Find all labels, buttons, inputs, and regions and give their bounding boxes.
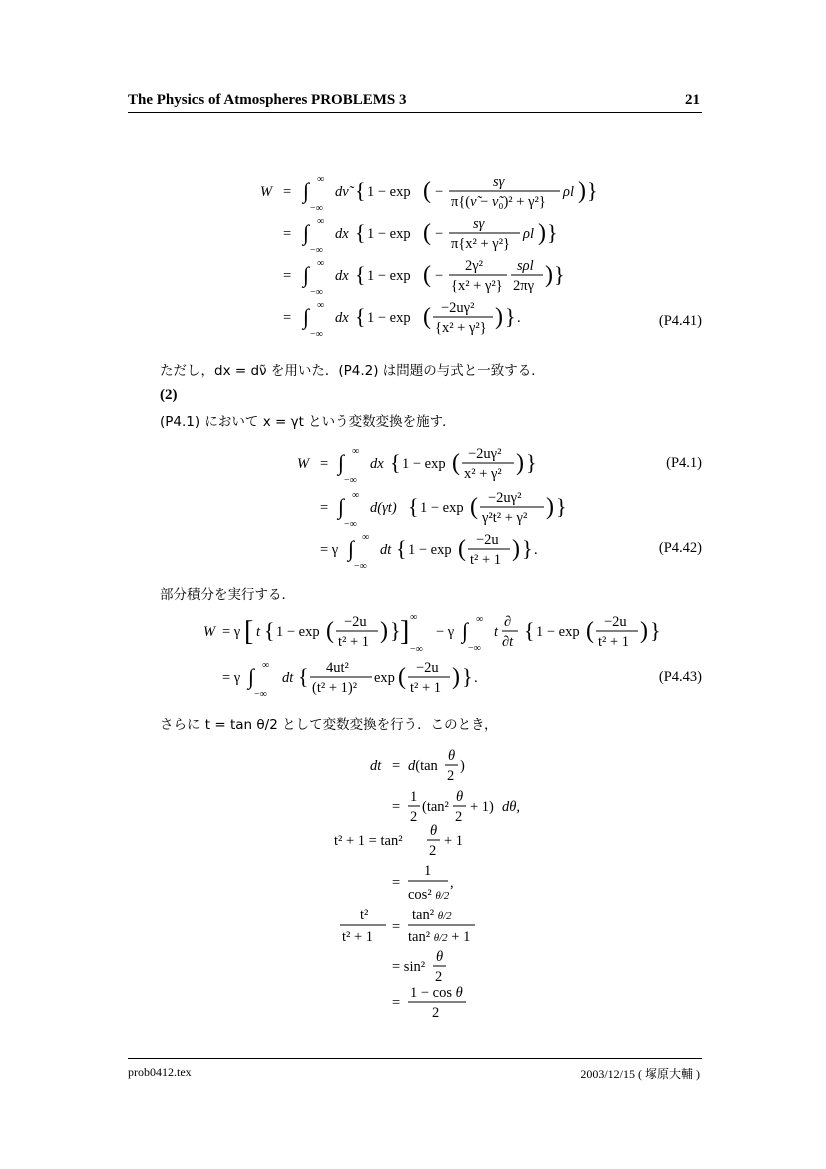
- svg-text:}: }: [522, 536, 533, 561]
- svg-text:x² + γ²: x² + γ²: [464, 466, 502, 482]
- svg-text:=: =: [392, 758, 401, 774]
- svg-text:1 − exp: 1 − exp: [367, 226, 411, 242]
- svg-text:.: .: [474, 670, 478, 686]
- svg-text:∞: ∞: [262, 660, 270, 671]
- svg-text:dx: dx: [335, 310, 349, 326]
- svg-text:−: −: [435, 226, 444, 242]
- svg-text:(: (: [586, 618, 594, 644]
- svg-text:1: 1: [424, 863, 432, 879]
- svg-text:2: 2: [447, 768, 455, 784]
- svg-text:2γ²: 2γ²: [465, 258, 484, 274]
- svg-text:−: −: [435, 184, 444, 200]
- svg-text:dt: dt: [380, 542, 392, 558]
- svg-text:−∞: −∞: [254, 689, 267, 700]
- svg-text:∫: ∫: [303, 178, 310, 203]
- svg-text:∫: ∫: [303, 262, 310, 287]
- svg-text:(: (: [458, 536, 466, 562]
- svg-text:=: =: [320, 500, 329, 516]
- svg-text:}: }: [390, 618, 401, 643]
- svg-text:): ): [640, 618, 648, 644]
- svg-text:1 − cos θ: 1 − cos θ: [410, 985, 463, 1001]
- equation-block-2: [292, 440, 582, 580]
- footer-filename: prob0412.tex: [128, 1065, 192, 1079]
- svg-text:−∞: −∞: [410, 644, 423, 655]
- svg-text:}: }: [505, 304, 516, 329]
- svg-text:= γ: = γ: [320, 542, 339, 558]
- svg-text:=: =: [283, 226, 292, 242]
- svg-text:W: W: [260, 184, 273, 200]
- svg-text:sγ: sγ: [493, 174, 505, 190]
- svg-text:t² + 1: t² + 1: [470, 552, 502, 568]
- svg-text:}: }: [554, 262, 565, 287]
- svg-text:1 − exp: 1 − exp: [367, 310, 411, 326]
- section-heading: (2): [160, 387, 178, 403]
- svg-text:): ): [452, 664, 460, 690]
- svg-text:∞: ∞: [410, 612, 418, 623]
- text-line-4: さらに t = tan θ/2 として変数変換を行う．このとき，: [160, 717, 498, 733]
- svg-text:d(γt): d(γt): [370, 500, 397, 516]
- equation-tag: (P4.43): [658, 669, 702, 685]
- svg-text:∞: ∞: [317, 216, 325, 227]
- svg-text:=: =: [283, 184, 292, 200]
- svg-text:): ): [460, 758, 465, 774]
- svg-text:θ: θ: [436, 949, 444, 965]
- svg-text:−2uγ²: −2uγ²: [468, 446, 502, 462]
- footer-date-author: 2003/12/15 ( 塚原大輔 ): [580, 1067, 700, 1081]
- svg-text:−2u: −2u: [344, 614, 367, 630]
- svg-text:,: ,: [450, 875, 454, 891]
- svg-text:(t² + 1)²: (t² + 1)²: [312, 680, 358, 696]
- svg-text:{: {: [355, 220, 366, 245]
- svg-text:{x² + γ²}: {x² + γ²}: [451, 278, 503, 294]
- svg-text:]: ]: [400, 616, 410, 647]
- svg-text:1 − exp: 1 − exp: [420, 500, 464, 516]
- svg-text:−2u: −2u: [416, 660, 439, 676]
- svg-text:W: W: [297, 456, 310, 472]
- svg-text:): ): [538, 220, 546, 246]
- svg-text:t² + 1 = tan²: t² + 1 = tan²: [334, 833, 403, 849]
- text-line-3: 部分積分を実行する．: [160, 587, 295, 603]
- equation-block-3: [198, 608, 668, 708]
- svg-text:=: =: [392, 875, 401, 891]
- svg-text:dt: dt: [282, 670, 294, 686]
- svg-text:): ): [512, 536, 520, 562]
- svg-text:(: (: [326, 618, 334, 644]
- svg-text:d(tan: d(tan: [408, 758, 438, 774]
- svg-text:∫: ∫: [338, 450, 345, 475]
- equation-tag: (P4.42): [658, 540, 702, 556]
- svg-text:{x² + γ²}: {x² + γ²}: [435, 320, 487, 336]
- svg-text:): ): [546, 494, 554, 520]
- svg-text:t: t: [256, 624, 261, 640]
- svg-text:): ): [578, 178, 586, 204]
- svg-text:(: (: [423, 304, 431, 330]
- svg-text:+ 1: + 1: [444, 833, 464, 849]
- svg-text:dx: dx: [335, 268, 349, 284]
- svg-text:{: {: [396, 536, 407, 561]
- page-number: 21: [685, 92, 700, 108]
- svg-text:−2u: −2u: [604, 614, 627, 630]
- page-header: [128, 92, 702, 113]
- svg-text:θ: θ: [456, 789, 464, 805]
- equation-tag: (P4.41): [658, 313, 702, 329]
- svg-text:−∞: −∞: [310, 245, 323, 256]
- svg-text:): ): [380, 618, 388, 644]
- svg-text:2: 2: [432, 1005, 440, 1021]
- svg-text:−∞: −∞: [310, 329, 323, 340]
- svg-text:=: =: [320, 456, 329, 472]
- svg-text:): ): [516, 450, 524, 476]
- svg-text:∞: ∞: [476, 614, 484, 625]
- svg-text:.: .: [534, 542, 538, 558]
- svg-text:1 − exp: 1 − exp: [367, 268, 411, 284]
- svg-text:{: {: [298, 664, 309, 689]
- svg-text:−2u: −2u: [476, 532, 499, 548]
- svg-text:∞: ∞: [362, 532, 370, 543]
- svg-text:=: =: [392, 919, 401, 935]
- svg-text:1: 1: [410, 789, 418, 805]
- svg-text:1 − exp: 1 − exp: [367, 184, 411, 200]
- svg-text:}: }: [462, 664, 473, 689]
- svg-text:tan² θ/2 + 1: tan² θ/2 + 1: [408, 929, 471, 945]
- svg-text:=: =: [283, 268, 292, 284]
- svg-text:∫: ∫: [303, 304, 310, 329]
- svg-text:{: {: [408, 494, 419, 519]
- svg-text:}: }: [650, 618, 661, 643]
- svg-text:t² + 1: t² + 1: [338, 634, 370, 650]
- svg-text:t: t: [494, 624, 499, 640]
- svg-text:π{x² + γ²}: π{x² + γ²}: [451, 236, 511, 252]
- svg-text:−: −: [435, 268, 444, 284]
- svg-text:θ: θ: [430, 823, 438, 839]
- svg-text:−∞: −∞: [468, 643, 481, 654]
- svg-text:(: (: [398, 664, 406, 690]
- svg-text:): ): [545, 262, 553, 288]
- svg-text:=: =: [283, 310, 292, 326]
- svg-text:{: {: [355, 304, 366, 329]
- svg-text:t² + 1: t² + 1: [598, 634, 630, 650]
- svg-text:sρl: sρl: [517, 258, 534, 274]
- svg-text:.: .: [517, 310, 521, 326]
- svg-text:−2uγ²: −2uγ²: [441, 300, 475, 316]
- svg-text:(: (: [452, 450, 460, 476]
- equation-block-4: [330, 745, 560, 1035]
- svg-text:∫: ∫: [248, 664, 255, 689]
- svg-text:2: 2: [435, 969, 443, 985]
- svg-text:2: 2: [429, 843, 437, 859]
- svg-text:{: {: [524, 618, 535, 643]
- svg-text:∫: ∫: [303, 220, 310, 245]
- svg-text:−∞: −∞: [344, 475, 357, 486]
- svg-text:∫: ∫: [462, 618, 469, 643]
- svg-text:∞: ∞: [352, 490, 360, 501]
- equation-block-1: [255, 168, 615, 348]
- svg-text:=: =: [392, 995, 401, 1011]
- svg-text:tan² θ/2: tan² θ/2: [412, 907, 452, 923]
- svg-text:−∞: −∞: [310, 287, 323, 298]
- svg-text:∞: ∞: [317, 300, 325, 311]
- svg-text:t²: t²: [360, 907, 369, 923]
- page-footer: [128, 1058, 702, 1081]
- running-title: The Physics of Atmospheres PROBLEMS 3: [128, 92, 407, 108]
- svg-text:= γ: = γ: [222, 670, 241, 686]
- svg-text:exp: exp: [374, 670, 395, 686]
- svg-text:(tan²: (tan²: [422, 799, 449, 815]
- svg-text:∞: ∞: [317, 174, 325, 185]
- svg-text:{: {: [355, 262, 366, 287]
- svg-text:}: }: [526, 450, 537, 475]
- svg-text:−∞: −∞: [310, 203, 323, 214]
- svg-text:{: {: [390, 450, 401, 475]
- svg-text:∫: ∫: [338, 494, 345, 519]
- svg-text:− γ: − γ: [436, 624, 455, 640]
- svg-text:{: {: [355, 178, 366, 203]
- svg-text:ρl: ρl: [563, 184, 574, 200]
- svg-text:}: }: [587, 178, 598, 203]
- svg-text:= sin²: = sin²: [392, 959, 426, 975]
- svg-text:dθ,: dθ,: [502, 799, 520, 815]
- svg-text:}: }: [556, 494, 567, 519]
- svg-text:(: (: [423, 220, 431, 246]
- text-line-1: ただし，dx = dν̃ を用いた．(P4.2) は問題の与式と一致する．: [160, 363, 545, 379]
- svg-text:2πγ: 2πγ: [513, 278, 534, 294]
- svg-text:θ: θ: [448, 748, 456, 764]
- svg-text:∞: ∞: [352, 446, 360, 457]
- svg-text:+ 1): + 1): [470, 799, 494, 815]
- svg-text:∂t: ∂t: [502, 634, 514, 650]
- svg-text:t² + 1: t² + 1: [410, 680, 442, 696]
- svg-text:=: =: [392, 799, 401, 815]
- svg-text:): ): [495, 304, 503, 330]
- svg-text:dx: dx: [370, 456, 384, 472]
- svg-text:{: {: [264, 618, 275, 643]
- svg-text:(: (: [423, 262, 431, 288]
- svg-text:1 − exp: 1 − exp: [402, 456, 446, 472]
- svg-text:(: (: [470, 494, 478, 520]
- svg-text:2: 2: [410, 809, 418, 825]
- svg-text:1 − exp: 1 − exp: [536, 624, 580, 640]
- svg-text:cos² θ/2: cos² θ/2: [408, 887, 450, 903]
- svg-text:2: 2: [455, 809, 463, 825]
- svg-text:ρl: ρl: [523, 226, 534, 242]
- svg-text:}: }: [547, 220, 558, 245]
- svg-text:(: (: [423, 178, 431, 204]
- svg-text:∫: ∫: [348, 536, 355, 561]
- svg-text:dt: dt: [370, 758, 382, 774]
- svg-text:∂: ∂: [504, 614, 512, 630]
- svg-text:t² + 1: t² + 1: [342, 929, 374, 945]
- svg-text:∞: ∞: [317, 258, 325, 269]
- svg-text:1 − exp: 1 − exp: [408, 542, 452, 558]
- text-line-2: (P4.1) において x = γt という変数変換を施す．: [160, 414, 456, 430]
- svg-text:−2uγ²: −2uγ²: [488, 490, 522, 506]
- svg-text:= γ: = γ: [222, 624, 241, 640]
- equation-tag: (P4.1): [666, 455, 702, 471]
- svg-text:dx: dx: [335, 226, 349, 242]
- svg-text:−∞: −∞: [344, 519, 357, 530]
- svg-text:sγ: sγ: [473, 216, 485, 232]
- svg-text:dν̃: dν̃: [335, 184, 349, 200]
- svg-text:γ²t² + γ²: γ²t² + γ²: [482, 510, 528, 526]
- svg-text:−∞: −∞: [354, 561, 367, 572]
- svg-text:π{(ν̃ − ν̃₀)² + γ²}: π{(ν̃ − ν̃₀)² + γ²}: [451, 194, 546, 210]
- svg-text:1 − exp: 1 − exp: [276, 624, 320, 640]
- svg-text:4ut²: 4ut²: [326, 660, 349, 676]
- svg-text:W: W: [203, 624, 216, 640]
- svg-text:[: [: [244, 616, 254, 647]
